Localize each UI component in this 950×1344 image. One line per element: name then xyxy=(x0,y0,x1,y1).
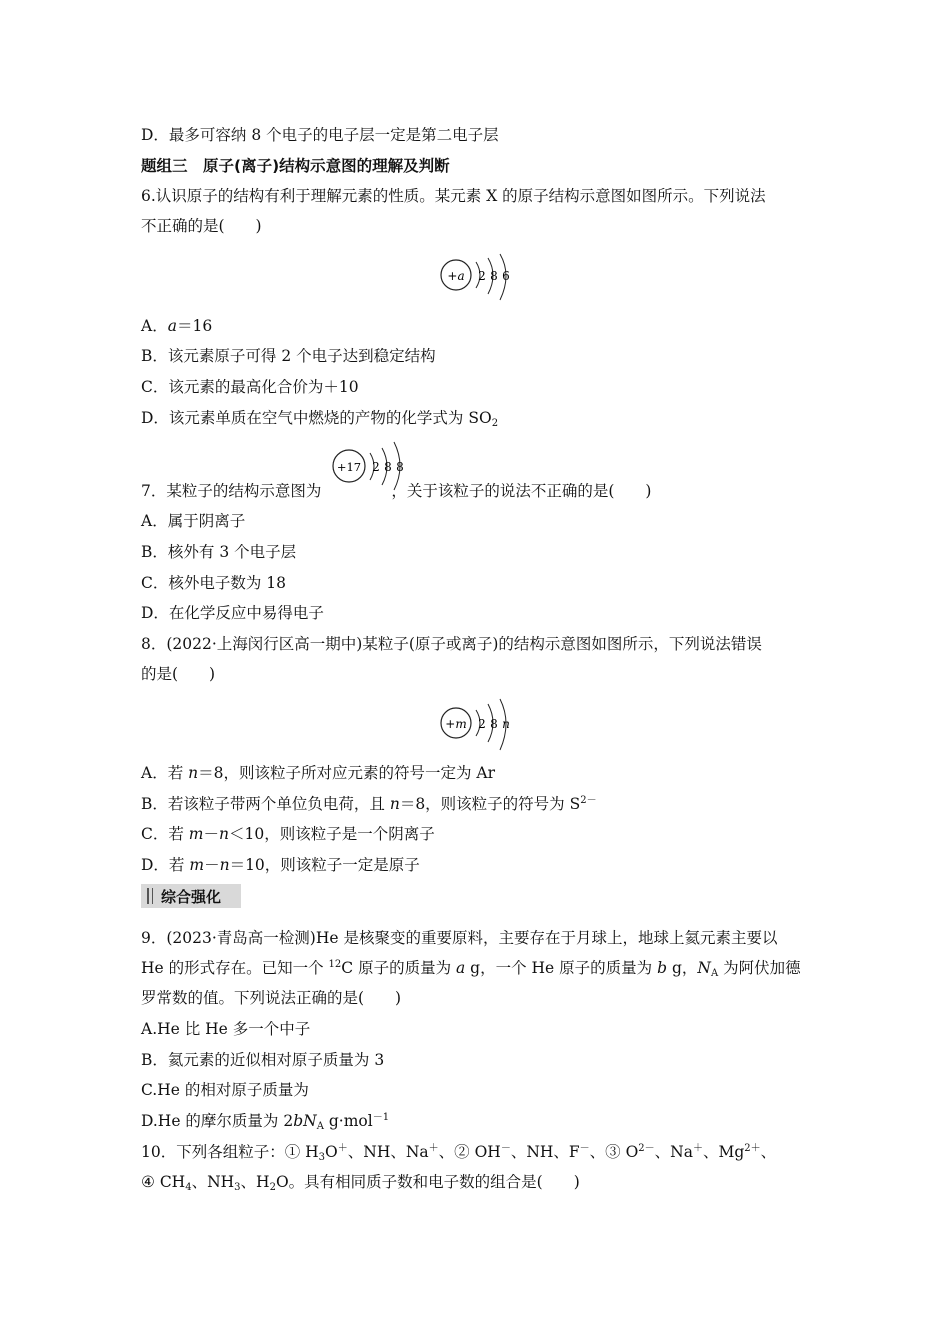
q7-shell-1-count: 2 xyxy=(372,460,380,474)
q6-stem-line1: 6.认识原子的结构有利于理解元素的性质。某元素 X 的原子结构示意图如图所示。下列说法 xyxy=(141,187,766,205)
q7-stem: 7．某粒子的结构示意图为 ，关于该粒子的说法不正确的是( ) xyxy=(141,482,652,500)
badge-bar-thick xyxy=(147,888,149,904)
q10-stem-line2: ④ $CH_4$、$NH_3$、$H_2O$。具有相同质子数和电子数的组合是( ) xyxy=(141,1173,580,1193)
q7-option-a: A．属于阴离子 xyxy=(141,512,246,530)
section-badge xyxy=(141,884,241,908)
q5-option-d: D．最多可容纳 8 个电子的电子层一定是第二电子层 xyxy=(141,126,499,144)
q8-stem-line1: 8．(2022·上海闵行区高一期中)某粒子(原子或离子)的结构示意图如图所示，下列说法错误 xyxy=(141,635,762,653)
q8-atom-diagram xyxy=(438,698,518,754)
q6-stem-line2: 不正确的是( ) xyxy=(141,217,262,235)
badge-bar-thin xyxy=(152,888,153,904)
q8-stem-line2: 的是( ) xyxy=(141,665,216,683)
section-title: 综合强化 xyxy=(161,888,222,906)
q8-option-d: D．若 m－n＝10，则该粒子一定是原子 xyxy=(141,856,420,874)
q6-option-b: B．该元素原子可得 2 个电子达到稳定结构 xyxy=(141,347,436,365)
q6-option-d: D．该元素单质在空气中燃烧的产物的化学式为 $SO_2$ xyxy=(141,409,499,429)
group3-heading: 题组三 原子(离子)结构示意图的理解及判断 xyxy=(141,157,450,175)
q7-option-c: C．核外电子数为 18 xyxy=(141,574,287,592)
q8-shell-1-count: 2 xyxy=(478,717,486,731)
q9-stem-line2: He 的形式存在。已知一个 $^{12}$C 原子的质量为 a g，一个 He 原子的质量为 b g，$N_A$ 为阿伏加德 xyxy=(141,959,801,979)
q7-nucleus-label: +17 xyxy=(336,460,362,474)
q7-option-b: B．核外有 3 个电子层 xyxy=(141,543,297,561)
q10-stem-line1: 10．下列各组粒子：① $H_3O^+$、NH、Na＋、② OH－、NH、F－、③ $O^{2-}$、Na＋、$Mg^{2+}$、 xyxy=(141,1143,777,1163)
q9-option-c: C.He 的相对原子质量为 xyxy=(141,1081,309,1099)
q8-shell-2-count: 8 xyxy=(490,717,498,731)
q6-option-c: C．该元素的最高化合价为＋10 xyxy=(141,378,359,396)
q8-shell-3-count: n xyxy=(502,717,510,731)
q8-nucleus-label: +m xyxy=(445,717,467,731)
q9-option-d: D.He 的摩尔质量为 $2bN_A$ g·mol$^{-1}$ xyxy=(141,1112,390,1132)
q8-option-a: A．若 n＝8，则该粒子所对应元素的符号一定为 Ar xyxy=(141,764,496,782)
q6-nucleus-label: +a xyxy=(447,269,465,283)
q9-stem-line1: 9．(2023·青岛高一检测)He 是核聚变的重要原料，主要存在于月球上，地球上氦元素主要以 xyxy=(141,929,778,947)
q9-stem-line3: 罗常数的值。下列说法正确的是( ) xyxy=(141,989,402,1007)
q8-option-c: C．若 m－n＜10，则该粒子是一个阴离子 xyxy=(141,825,435,843)
q9-option-b: B．氦元素的近似相对原子质量为 3 xyxy=(141,1051,385,1069)
q6-atom-diagram xyxy=(438,252,518,306)
q7-shell-2-count: 8 xyxy=(384,460,392,474)
q7-option-d: D．在化学反应中易得电子 xyxy=(141,604,324,622)
q8-option-b: B．若该粒子带两个单位负电荷，且 n＝8，则该粒子的符号为 $S^{2-}$ xyxy=(141,795,597,813)
q6-shell-3-count: 6 xyxy=(502,269,510,283)
q6-shell-2-count: 8 xyxy=(490,269,498,283)
q6-shell-1-count: 2 xyxy=(478,269,486,283)
q7-shell-3-count: 8 xyxy=(396,460,404,474)
q9-option-a: A.He 比 He 多一个中子 xyxy=(141,1020,311,1038)
q6-option-a: A．a＝16 xyxy=(141,317,213,335)
